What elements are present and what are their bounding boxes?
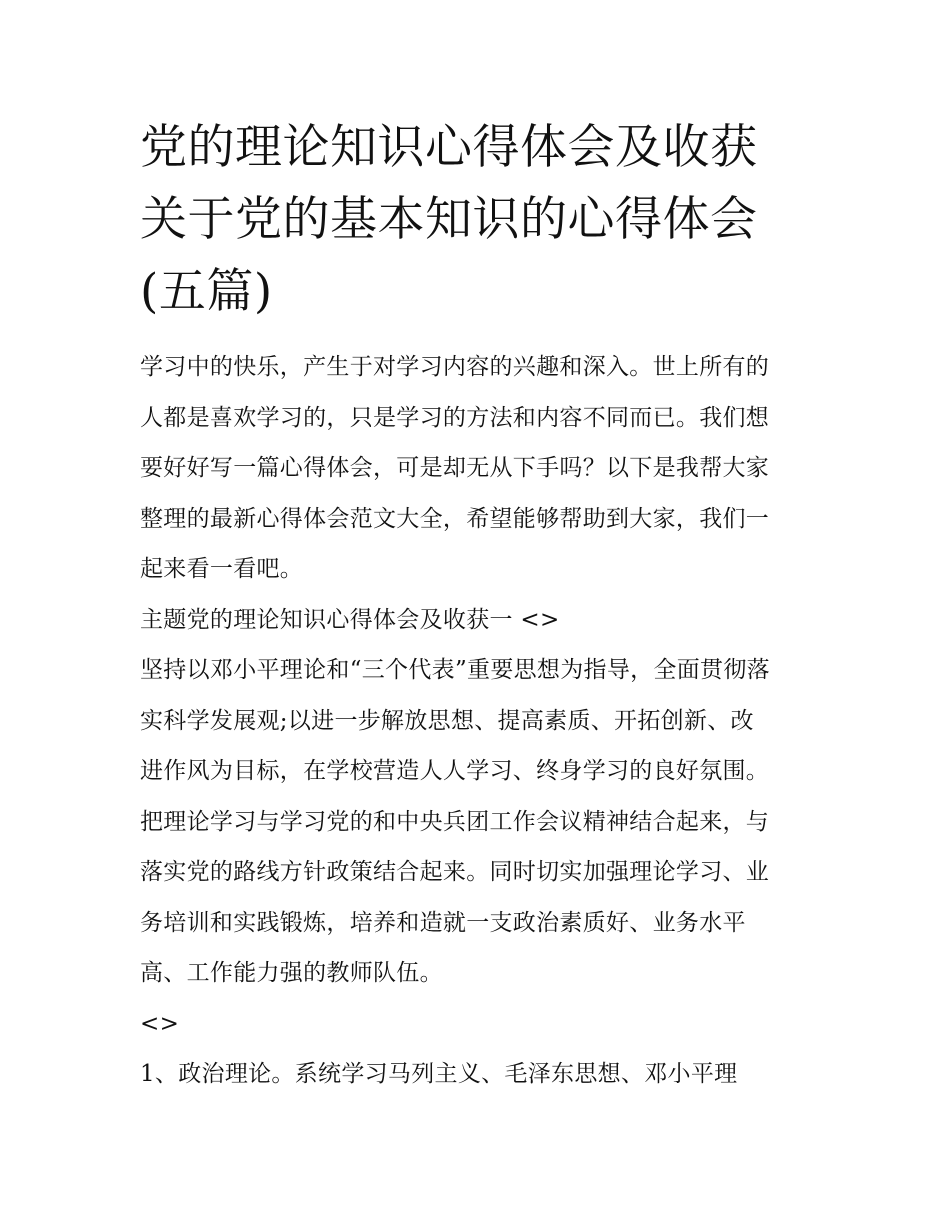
title-line: 关于党的基本知识的心得体会	[140, 192, 758, 247]
section-heading: 主题党的理论知识心得体会及收获一 <>	[140, 606, 560, 633]
title-line: 党的理论知识心得体会及收获	[140, 120, 758, 175]
document-page	[140, 112, 812, 1100]
text-line: 起来看一看吧。	[140, 556, 304, 582]
text-line: 把理论学习与学习党的和中央兵团工作会议精神结合起来，与	[140, 808, 770, 835]
text-line: 学习中的快乐，产生于对学习内容的兴趣和深入。世上所有的	[140, 354, 770, 380]
text-line: 整理的最新心得体会范文大全，希望能够帮助到大家，我们一	[140, 505, 770, 532]
body-paragraph	[140, 645, 812, 999]
title-line: (五篇)	[140, 264, 273, 319]
text-line: 坚持以邓小平理论和“三个代表”重要思想为指导，全面贯彻落	[140, 657, 770, 683]
text-line: 务培训和实践锻炼，培养和造就一支政治素质好、业务水平	[140, 909, 746, 936]
text-line: 进作风为目标，在学校营造人人学习、终身学习的良好氛围。	[140, 758, 770, 784]
text-line: 高、工作能力强的教师队伍。	[140, 960, 443, 986]
text-line: 落实党的路线方针政策结合起来。同时切实加强理论学习、业	[140, 859, 770, 885]
text-line: 要好好写一篇心得体会，可是却无从下手吗？以下是我帮大家	[140, 455, 770, 481]
placeholder-marker: <>	[140, 1010, 180, 1037]
list-item: 1、政治理论。系统学习马列主义、毛泽东思想、邓小平理	[140, 1061, 738, 1087]
text-line: 人都是喜欢学习的，只是学习的方法和内容不同而已。我们想	[140, 404, 770, 431]
text-line: 实科学发展观;以进一步解放思想、提高素质、开拓创新、改	[140, 707, 754, 734]
document-title	[140, 112, 812, 328]
intro-paragraph	[140, 342, 812, 595]
